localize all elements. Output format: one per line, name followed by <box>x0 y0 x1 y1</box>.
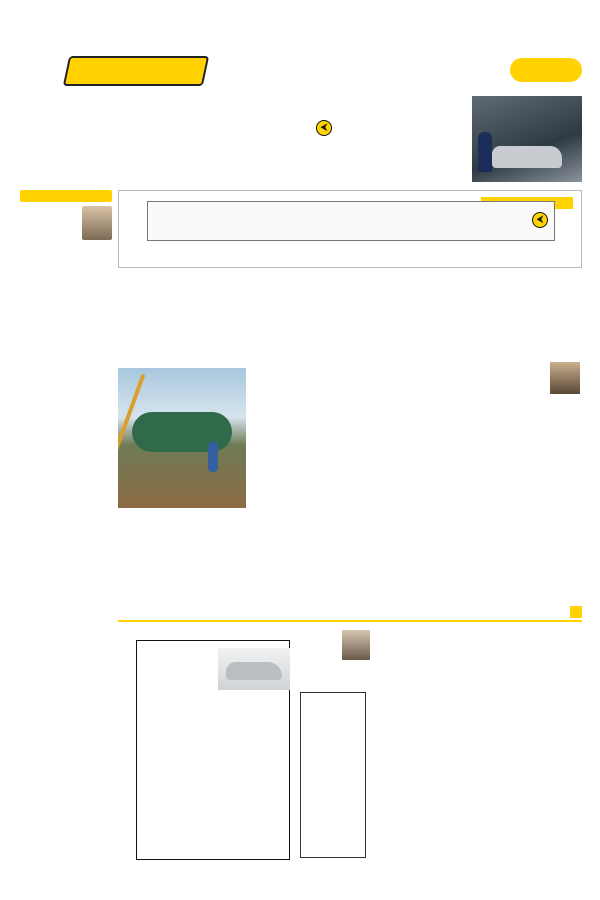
column-title <box>20 190 112 202</box>
opinion-column <box>20 190 112 880</box>
feature-column <box>262 368 384 600</box>
column-author <box>20 206 112 242</box>
news-title-box <box>147 201 555 241</box>
author-avatar <box>342 630 370 660</box>
top-story <box>20 96 582 182</box>
arrow-icon: ⮜ <box>532 212 548 228</box>
fuel-tanker-photo <box>118 368 246 508</box>
author-avatar <box>82 206 112 240</box>
feature-column <box>118 522 246 602</box>
top-story-headline <box>338 100 466 150</box>
feature-author <box>510 362 580 422</box>
top-story-photo <box>472 96 582 182</box>
crossword-clues <box>380 630 580 632</box>
masthead <box>20 42 582 90</box>
arrow-icon: ⮜ <box>316 120 332 136</box>
crossword-header <box>118 606 582 622</box>
crossword-author <box>296 630 370 680</box>
feature-column <box>390 368 504 600</box>
section-logo <box>63 56 209 86</box>
crossword-column-numbers <box>136 630 290 638</box>
crossword-label <box>570 606 582 618</box>
car-photo <box>218 648 290 690</box>
author-avatar <box>550 362 580 394</box>
previous-solution-grid <box>300 692 366 858</box>
news-box <box>118 190 582 268</box>
newspaper-brand <box>510 58 582 82</box>
